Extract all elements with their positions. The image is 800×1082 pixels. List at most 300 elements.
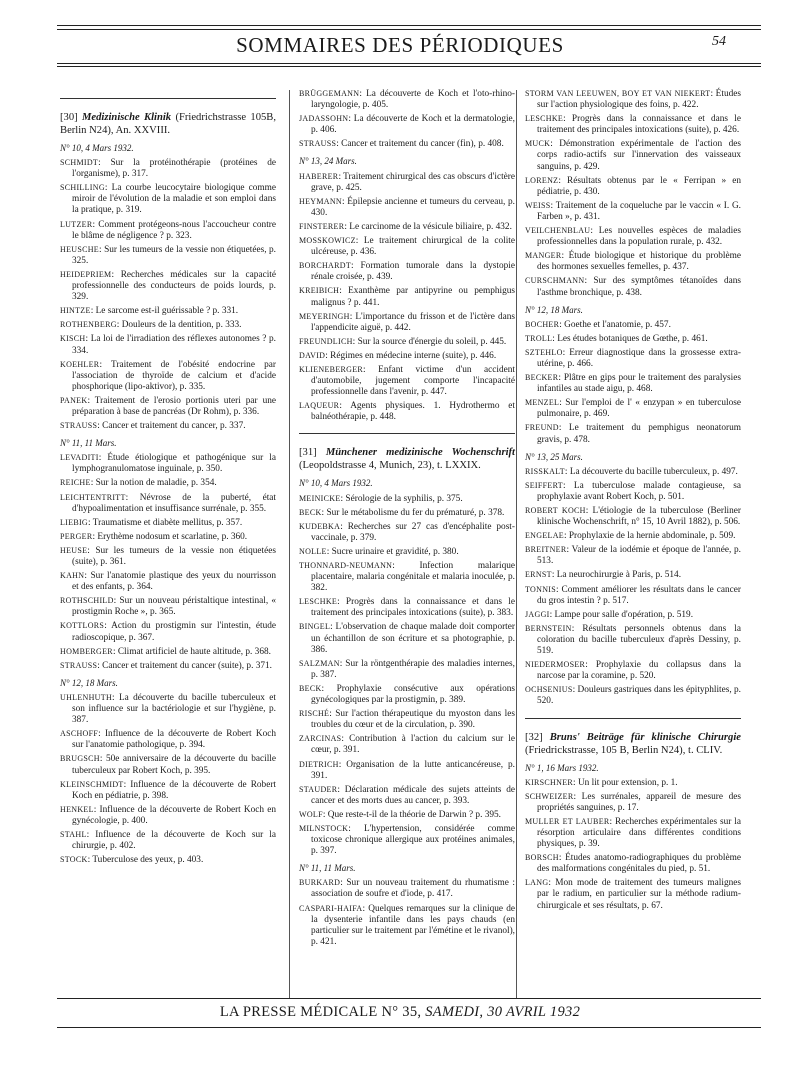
article-author: UHLENHUTH — [60, 692, 113, 702]
article-entry — [525, 623, 741, 657]
article-entry — [299, 823, 515, 857]
article-author: FREUND — [525, 423, 559, 433]
article-author: HEUSCHE — [60, 244, 99, 254]
article-author: BURKARD — [299, 878, 341, 888]
article-author: TONNIS — [525, 584, 556, 594]
article-entry — [299, 809, 515, 821]
article-author: KLIENEBERGER — [299, 364, 364, 374]
article-entry — [60, 692, 276, 726]
article-entry — [525, 791, 741, 814]
article-entry — [299, 196, 515, 219]
article-author: TROLL — [525, 333, 553, 343]
article-text: : Étude étiologique et pathogénique sur la lymphogranulomatose inguinale, p. 350. — [72, 453, 276, 475]
article-entry — [525, 225, 741, 248]
article-text: : Mon mode de traitement des tumeurs malignes par le radium, en particulier sur la méthode radium-chirurgicale et ses résultats, p. 67. — [537, 878, 741, 911]
article-entry — [60, 595, 276, 618]
article-entry — [60, 517, 276, 529]
article-text: : Exanthème par antipyrine ou pemphigus malignus ? p. 441. — [311, 286, 515, 308]
article-author: STAUDER — [299, 784, 338, 794]
article-text: : Sérologie de la syphilis, p. 375. — [340, 493, 463, 504]
article-author: KUDEBKA — [299, 521, 341, 531]
article-author: JADASSOHN — [299, 114, 349, 124]
article-text: : Douleurs de la dentition, p. 333. — [116, 320, 242, 331]
issue-date: N° 12, 18 Mars. — [525, 304, 583, 315]
periodical-title: Medizinische Klinik — [82, 112, 172, 123]
article-entry — [299, 364, 515, 398]
article-entry — [525, 333, 741, 345]
article-author: MEINICKE — [299, 493, 341, 503]
article-entry — [60, 219, 276, 242]
section-separator — [525, 718, 741, 719]
article-text: : Les surrénales, appareil de mesure des propriétés sanguines, p. 17. — [537, 791, 741, 813]
article-author: CURSCHMANN — [525, 276, 585, 286]
article-entry — [299, 683, 515, 706]
article-text: : Prophylaxie du collapsus dans la narcose par la coramine, p. 520. — [537, 660, 741, 682]
article-entry — [60, 646, 276, 658]
article-text: : Sur la notion de maladie, p. 354. — [90, 478, 217, 489]
article-author: LANG — [525, 878, 549, 888]
article-entry — [525, 852, 741, 875]
article-entry — [525, 319, 741, 331]
article-entry — [60, 305, 276, 317]
issue-date: N° 1, 16 Mars 1932. — [525, 762, 599, 773]
article-text: : Sur un nouveau péristaltique intestinal, « prostigmin Roche », p. 365. — [72, 596, 276, 618]
article-author: BORSCH — [525, 853, 559, 863]
article-text: : Le traitement du pemphigus neonatorum gravis, p. 478. — [537, 423, 741, 445]
footer-issue: N° 35, — [381, 1004, 422, 1020]
article-text: : Recherches médicales sur la capacité professionnelle des conducteurs de poids lourds, p. 329. — [72, 269, 276, 303]
periodical-number: [32] — [525, 731, 543, 743]
article-entry — [525, 777, 741, 789]
article-text: : L'importance du frisson et de l'ictère dans l'appendicite aiguë, p. 442. — [311, 311, 515, 333]
article-text: : Déclaration médicale des sujets atteints de cancer et des morts dues au cancer, p. 393. — [311, 784, 515, 806]
article-text: : Action du prostigmin sur l'intestin, étude radioscopique, p. 367. — [72, 621, 276, 643]
article-author: WOLF — [299, 809, 323, 819]
article-entry — [299, 235, 515, 258]
article-author: CASPARI-HAIFA — [299, 903, 363, 913]
article-author: SALZMAN — [299, 658, 340, 668]
article-author: HINTZE — [60, 306, 91, 316]
article-author: ROBERT KOCH — [525, 506, 586, 515]
article-entry — [60, 779, 276, 802]
article-text: : Le carcinome de la vésicule biliaire, p. 432. — [344, 221, 512, 232]
article-author: LEICHTENTRITT — [60, 492, 126, 502]
article-author: ROTHENBERG — [60, 320, 117, 330]
page-number: 54 — [712, 34, 726, 49]
article-entry — [60, 753, 276, 776]
article-entry — [525, 480, 741, 503]
article-author: MULLER ET LAUBER — [525, 816, 610, 826]
article-entry — [525, 530, 741, 542]
issue-date: N° 13, 24 Mars. — [299, 156, 357, 167]
article-entry — [299, 138, 515, 150]
article-entry — [525, 466, 741, 478]
article-text: : Sur la röntgenthérapie des maladies internes, p. 387. — [311, 658, 515, 680]
article-text: : Sur des symptômes tétanoïdes dans l'asthme bronchique, p. 438. — [537, 276, 741, 298]
column-3 — [525, 88, 741, 914]
article-text: : Cancer et traitement du cancer (suite), p. 371. — [97, 660, 272, 671]
article-text: : Organisation de la lutte anticancéreuse, p. 391. — [311, 759, 515, 781]
article-author: BRUGSCH — [60, 754, 100, 764]
section-separator — [60, 98, 276, 99]
article-author: PANEK — [60, 395, 88, 405]
issue-date: N° 13, 25 Mars. — [525, 451, 583, 462]
article-author: KISCH — [60, 334, 86, 344]
article-author: MANGER — [525, 251, 562, 261]
article-entry — [299, 493, 515, 505]
article-entry — [299, 708, 515, 731]
article-author: BECK — [299, 683, 322, 693]
article-author: JAGGI — [525, 609, 550, 619]
article-text: : Progrès dans la connaissance et dans le traitement des principales intoxications (suite), p. 426. — [537, 114, 741, 136]
article-text: : Études sur l'action physiologique des foins, p. 422. — [537, 89, 741, 111]
article-author: DAVID — [299, 350, 326, 360]
article-text: : Sucre urinaire et gravidité, p. 380. — [326, 546, 459, 557]
article-author: STRAUSS — [60, 660, 98, 670]
article-text: : Goethe et l'anatomie, p. 457. — [559, 319, 671, 330]
article-text: : Progrès dans la connaissance et dans le traitement des principales intoxications (suite), p. 383. — [311, 597, 515, 619]
article-author: BINGEL — [299, 622, 331, 632]
article-text: : Résultats obtenus par le « Ferripan » en pédiatrie, p. 430. — [537, 175, 741, 197]
article-author: HEYMANN — [299, 196, 342, 206]
article-entry — [299, 260, 515, 283]
article-author: LEVADITI — [60, 453, 99, 463]
article-text: : Un lit pour extension, p. 1. — [573, 777, 678, 788]
article-text: : Erreur diagnostique dans la grossesse extra-utérine, p. 466. — [537, 347, 741, 369]
article-author: LESCHKE — [525, 114, 564, 124]
article-text: : Traitement de l'erosio portionis uteri par une préparation à base de pancréas (Dr Rohm), p. 336. — [72, 395, 276, 417]
article-text: : Influence de la découverte de Robert Koch en gynécologie, p. 400. — [72, 804, 276, 826]
article-entry — [60, 660, 276, 672]
article-entry — [525, 275, 741, 298]
issue-date: N° 12, 18 Mars. — [60, 677, 118, 688]
footer-date: 30 AVRIL 1932 — [487, 1004, 581, 1020]
article-text: : La découverte du bacille tuberculeux, p. 497. — [564, 466, 738, 477]
article-text: : Lampe pour salle d'opération, p. 519. — [549, 609, 694, 620]
article-entry — [299, 621, 515, 655]
article-author: LAQUEUR — [299, 401, 340, 411]
article-entry — [60, 804, 276, 827]
article-entry — [60, 620, 276, 643]
article-entry — [525, 250, 741, 273]
article-text: : Comment protégeons-nous l'accoucheur contre le blâme de négligence ? p. 323. — [72, 219, 276, 241]
article-text: : Enfant victime d'un accident d'automobile, jugement comporte l'incapacité professionnelle dans l'avenir, p. 447. — [311, 364, 515, 398]
article-author: SCHWEIZER — [525, 791, 574, 801]
article-text: : Sur un nouveau traitement du rhumatisme : association de soufre et d'iode, p. 417. — [311, 878, 515, 900]
article-entry — [299, 507, 515, 519]
article-entry — [525, 347, 741, 370]
article-text: : La découverte du bacille tuberculeux et son influence sur la bactériologie et sur l'hygiène, p. 387. — [72, 692, 276, 726]
column-2 — [299, 88, 515, 950]
article-entry — [525, 816, 741, 850]
article-text: : Prophylaxie consécutive aux opérations gynécologiques par la prostigmin, p. 389. — [311, 683, 515, 706]
article-author: KOEHLER — [60, 359, 100, 369]
article-author: SCHILLING — [60, 183, 105, 193]
article-text: : Influence de la découverte de Robert Koch en pédiatrie, p. 398. — [72, 779, 276, 801]
article-text: : Formation tumorale dans la dystopie rénale croisée, p. 439. — [311, 261, 515, 283]
page-title: SOMMAIRES DES PÉRIODIQUES — [236, 33, 564, 57]
article-text: : Études anatomo-radiographiques du problème des malformations congénitales du pied, p. 51. — [537, 853, 741, 875]
article-entry — [299, 350, 515, 362]
article-entry — [299, 877, 515, 900]
article-text: : Résultats personnels obtenus dans la coloration du bacille tuberculeux d'après Dessiny, p. 519. — [537, 623, 741, 657]
article-entry — [60, 829, 276, 852]
article-text: : Traitement de l'obésité endocrine par l'association de thyroïde de calcium et d'acide phosphorique (lipo-aktivor), p. 335. — [72, 359, 276, 392]
article-author: ASCHOFF — [60, 729, 99, 739]
article-author: MUCK — [525, 139, 551, 149]
article-entry — [60, 531, 276, 543]
article-author: RISCHÉ — [299, 709, 330, 719]
article-text: : Démonstration expérimentale de l'action des corps radio-actifs sur l'innervation des vaisseaux sanguins, p. 429. — [537, 139, 741, 172]
article-text: : Le sarcome est-il guérissable ? p. 331. — [90, 306, 239, 317]
article-author: BOCHER — [525, 319, 560, 329]
article-entry — [299, 546, 515, 558]
article-text: : Plâtre en gips pour le traitement des paralysies infantiles au stade aigu, p. 468. — [537, 373, 741, 395]
article-text: : Étude biologique et historique du problème des hormones sexuelles femelles, p. 437. — [537, 251, 741, 273]
article-entry — [525, 200, 741, 223]
article-author: SEIFFERT — [525, 480, 563, 490]
periodical-title: Bruns' Beiträge für klinische Chirurgie — [549, 731, 741, 743]
article-author: STRAUSS — [299, 139, 337, 149]
article-text: : Contribution à l'action du calcium sur le cœur, p. 391. — [311, 734, 515, 756]
article-entry — [299, 311, 515, 334]
article-author: ZARCINAS — [299, 734, 342, 744]
article-entry — [60, 319, 276, 331]
periodical-details: (Friedrickstrasse, 105 B, Berlin N24), t. CLIV. — [525, 744, 723, 756]
article-entry — [525, 584, 741, 607]
article-text: : Recherches expérimentales sur la résorption articulaire dans différentes conditions physiques, p. 39. — [537, 816, 741, 850]
article-author: STRAUSS — [60, 421, 98, 431]
article-author: HOMBERGER — [60, 646, 113, 656]
article-author: VEILCHENBLAU — [525, 226, 591, 236]
article-text: : Traitement de la coqueluche par le vaccin « I. G. Farben », p. 431. — [537, 200, 741, 222]
article-text: : Le traitement chirurgical de la colite ulcéreuse, p. 436. — [311, 236, 515, 258]
article-author: BREITNER — [525, 545, 567, 555]
article-text: : Régimes en médecine interne (suite), p. 446. — [325, 350, 497, 361]
periodical-header — [525, 731, 741, 757]
article-author: STORM VAN LEEUWEN, BOY ET VAN NIEKERT — [525, 89, 711, 98]
article-entry — [525, 175, 741, 198]
article-author: KIRSCHNER — [525, 777, 574, 787]
article-text: : Sur les tumeurs de la vessie non étiquetées, p. 325. — [72, 244, 276, 266]
article-author: BERNSTEIN — [525, 623, 572, 633]
article-text: : Quelques remarques sur la clinique de la dysenterie infantile dans les pays chauds (en particulier sur le traitement par l'émétine et le rivanol), p. 421. — [311, 903, 515, 947]
issue-date: N° 10, 4 Mars 1932. — [60, 143, 134, 153]
article-entry — [525, 422, 741, 445]
article-text: : La courbe leucocytaire biologique comme miroir de l'évolution de la maladie et son emploi dans la pratique, p. 319. — [72, 183, 276, 216]
article-entry — [525, 877, 741, 911]
article-entry — [60, 244, 276, 267]
article-entry — [299, 113, 515, 136]
article-author: NIEDERMOSER — [525, 660, 586, 670]
article-text: : Douleurs gastriques dans les épityphlites, p. 520. — [537, 685, 741, 707]
article-author: LUTZER — [60, 219, 93, 229]
article-text: : Sur l'anatomie plastique des yeux du nourrisson et des enfants, p. 364. — [72, 571, 276, 593]
article-entry — [60, 269, 276, 303]
article-entry — [60, 359, 276, 393]
article-entry — [299, 903, 515, 948]
article-author: WEISS — [525, 200, 551, 210]
article-author: NOLLE — [299, 546, 327, 556]
article-entry — [525, 609, 741, 621]
article-text: : Traitement chirurgical des cas obscurs d'ictère grave, p. 425. — [311, 171, 515, 193]
article-entry — [299, 285, 515, 308]
article-author: DIETRICH — [299, 759, 339, 769]
article-author: FINSTERER — [299, 221, 345, 231]
article-text: : Sur l'emploi de l' « enzypan » en tuberculose pulmonaire, p. 469. — [537, 398, 741, 420]
periodical-header — [299, 446, 515, 472]
article-entry — [60, 492, 276, 515]
article-author: HABERER — [299, 171, 339, 181]
article-text: : Que reste-t-il de la théorie de Darwin ? p. 395. — [322, 809, 502, 820]
column-1 — [60, 88, 276, 868]
article-entry — [299, 221, 515, 233]
article-entry — [525, 505, 741, 528]
article-author: LIEBIG — [60, 517, 89, 527]
article-author: BECK — [299, 507, 322, 517]
article-author: MOSSKOWICZ — [299, 236, 356, 246]
article-author: MENZEL — [525, 398, 560, 408]
article-author: BECKER — [525, 373, 559, 383]
article-entry — [299, 759, 515, 782]
article-entry — [60, 728, 276, 751]
article-text: : La découverte de Koch et la dermatologie, p. 406. — [311, 114, 515, 136]
article-text: : Cancer et traitement du cancer, p. 337. — [97, 421, 246, 432]
article-text: : La découverte de Koch et l'oto-rhino-laryngologie, p. 405. — [311, 89, 515, 111]
article-entry — [299, 521, 515, 544]
issue-date: N° 11, 11 Mars. — [60, 438, 117, 449]
article-author: SCHMIDT — [60, 158, 99, 168]
periodical-details: (Friedrichstrasse 105B, Berlin N24), An. XXVIII. — [60, 112, 276, 136]
article-entry — [299, 336, 515, 348]
article-author: SZTEHLO — [525, 347, 563, 357]
article-text: : Les nouvelles espèces de maladies professionnelles dans la population rurale, p. 432. — [537, 226, 741, 248]
article-author: ERNST — [525, 570, 552, 580]
article-entry — [60, 570, 276, 593]
issue-date: N° 10, 4 Mars 1932. — [299, 478, 373, 489]
article-author: THONNARD-NEUMANN — [299, 561, 393, 570]
article-entry — [60, 854, 276, 866]
article-author: STAHL — [60, 829, 87, 839]
article-text: : 50e anniversaire de la découverte du bacille tuberculeux par Robert Koch, p. 395. — [72, 754, 276, 776]
footer — [0, 1004, 800, 1021]
article-entry — [299, 400, 515, 423]
article-text: : La tuberculose malade contagieuse, sa prophylaxie avant Robert Koch, p. 501. — [537, 480, 741, 502]
article-author: KOTTLORS — [60, 621, 105, 631]
article-author: HEUSE — [60, 545, 88, 555]
article-text: : Prophylaxie de la hernie abdominale, p. 509. — [563, 531, 736, 542]
periodical-number: [31] — [299, 447, 317, 459]
article-entry — [525, 397, 741, 420]
article-entry — [299, 784, 515, 807]
article-text: : Sur l'action thérapeutique du myoston dans les troubles du cœur et de la circulation, p. 390. — [311, 709, 515, 731]
article-author: HEIDEPRIEM — [60, 269, 112, 279]
article-entry — [299, 733, 515, 756]
periodical-title: Münchener medizinische Wochenschrift — [325, 447, 515, 459]
article-text: : Traumatisme et diabète mellitus, p. 357. — [88, 517, 243, 528]
article-author: BORCHARDT — [299, 261, 352, 271]
article-author: OCHSENIUS — [525, 685, 573, 695]
article-entry — [60, 545, 276, 568]
footer-day: SAMEDI, — [425, 1004, 484, 1020]
article-text: : Infection malarique placentaire, malaria congénitale et malaria inoculée, p. 382. — [311, 561, 515, 594]
article-entry — [60, 157, 276, 180]
article-author: MEYERINGH — [299, 311, 350, 321]
column-divider — [289, 90, 290, 998]
column-divider — [516, 90, 517, 998]
article-author: HENKEL — [60, 804, 94, 814]
article-text: : Sur la protéinothérapie (protéines de l'organisme), p. 317. — [72, 158, 276, 180]
article-entry — [299, 560, 515, 594]
article-entry — [525, 659, 741, 682]
article-text: : L'observation de chaque malade doit comporter un échantillon de son écriture et sa photographie, p. 386. — [311, 622, 515, 655]
article-author: KAHN — [60, 571, 85, 581]
article-text: : L'étiologie de la tuberculose (Berliner klinische Wochenschrift, n° 15, 10 Avril 1882), p. 506. — [537, 506, 742, 528]
article-text: : Influence de la découverte de Koch sur la chirurgie, p. 402. — [72, 829, 276, 852]
article-text: : Influence de la découverte de Robert Koch sur l'anatomie pathologique, p. 394. — [72, 729, 276, 751]
article-text: : Tuberculose des yeux, p. 403. — [87, 855, 204, 866]
article-text: : La loi de l'irradiation des réflexes autonomes ? p. 334. — [72, 334, 276, 356]
article-author: ENGELAE — [525, 531, 564, 541]
article-author: REICHE — [60, 478, 91, 488]
article-text: : Comment améliorer les résultats dans le cancer du gros intestin ? p. 517. — [537, 584, 741, 606]
article-author: ROTHSCHILD — [60, 596, 114, 606]
article-author: FREUNDLICH — [299, 336, 353, 346]
article-entry — [525, 138, 741, 172]
article-author: KREIBICH — [299, 286, 340, 296]
article-entry — [60, 333, 276, 356]
article-text: : Sur les tumeurs de la vessie non étiquetées (suite), p. 361. — [72, 545, 276, 567]
article-entry — [60, 420, 276, 432]
article-author: STOCK — [60, 855, 88, 865]
article-text: : Climat artificiel de haute altitude, p. 368. — [112, 646, 271, 657]
article-entry — [525, 569, 741, 581]
article-author: MILNSTOCK — [299, 823, 349, 833]
article-text: : Sur le métabolisme du fer du prématuré, p. 378. — [321, 507, 505, 518]
article-entry — [60, 452, 276, 475]
article-entry — [525, 113, 741, 136]
section-separator — [299, 433, 515, 434]
article-text: : Erythème nodosum et scarlatine, p. 360. — [92, 531, 248, 542]
article-author: LESCHKE — [299, 597, 338, 607]
article-entry — [525, 684, 741, 707]
article-text: : Recherches sur 27 cas d'encéphalite post-vaccinale, p. 379. — [311, 521, 515, 543]
article-text: : Valeur de la iodémie et époque de l'année, p. 513. — [537, 545, 741, 567]
article-entry — [60, 395, 276, 418]
article-entry — [299, 171, 515, 194]
article-author: LORENZ — [525, 175, 559, 185]
article-text: : Agents physiques. 1. Hydrothermo et balnéothérapie, p. 448. — [311, 401, 515, 423]
article-author: KLEINSCHMIDT — [60, 779, 124, 789]
article-entry — [525, 544, 741, 567]
periodical-number: [30] — [60, 112, 78, 123]
periodical-header — [60, 111, 276, 137]
article-entry — [60, 477, 276, 489]
article-text: : Cancer et traitement du cancer (fin), p. 408. — [336, 139, 504, 150]
article-text: : La neurochirurgie à Paris, p. 514. — [551, 570, 682, 581]
article-author: RISSKALT — [525, 466, 565, 476]
article-text: : L'hypertension, considérée comme toxicose chronique allergique aux protéines animales, p. 397. — [311, 823, 515, 857]
article-text: : Épilepsie ancienne et tumeurs du cerveau, p. 430. — [311, 196, 515, 218]
periodical-details: (Leopoldstrasse 4, Munich, 23), t. LXXIX. — [299, 460, 481, 472]
footer-journal: LA PRESSE MÉDICALE — [219, 1004, 378, 1020]
article-entry — [299, 596, 515, 619]
article-author: BRÜGGEMANN — [299, 89, 360, 98]
article-entry — [525, 372, 741, 395]
article-text: : Névrose de la puberté, état d'hypoalimentation et insuffisance surrénale, p. 355. — [72, 492, 276, 514]
article-entry — [299, 658, 515, 681]
article-author: PERGER — [60, 531, 93, 541]
